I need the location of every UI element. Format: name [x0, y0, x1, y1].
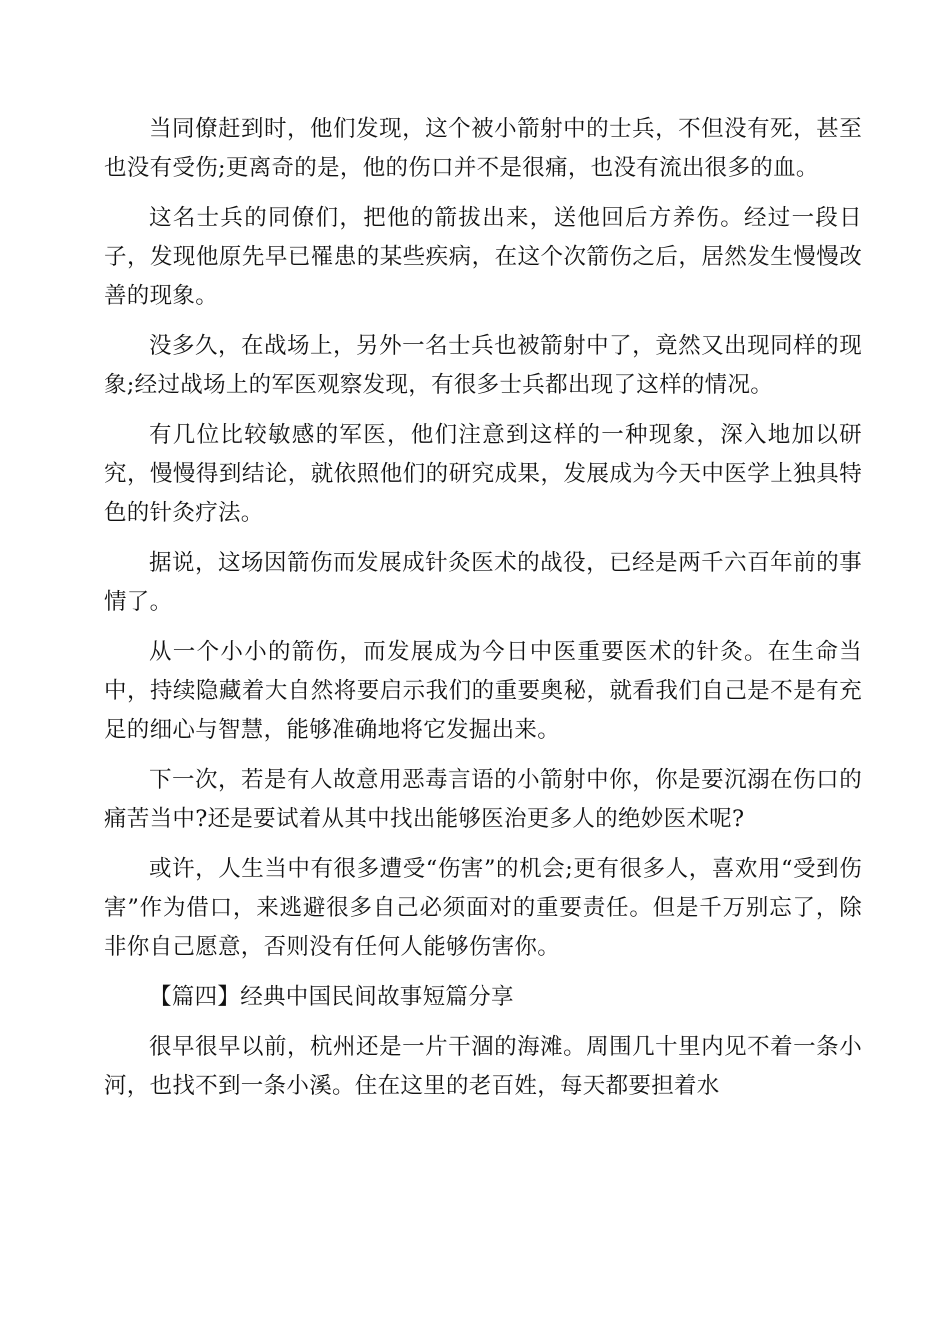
paragraph: 很早很早以前，杭州还是一片干涸的海滩。周围几十里内见不着一条小河，也找不到一条小溪。住在这里的老百姓，每天都要担着水 — [104, 1034, 862, 1099]
section-heading: 【篇四】经典中国民间故事短篇分享 — [149, 984, 514, 1010]
paragraph: 从一个小小的箭伤，而发展成为今日中医重要医术的针灸。在生命当中，持续隐藏着大自然将要启示我们的重要奥秘，就看我们自己是不是有充足的细心与智慧，能够准确地将它发掘出来。 — [104, 639, 862, 743]
paragraph: 当同僚赶到时，他们发现，这个被小箭射中的士兵，不但没有死，甚至也没有受伤;更离奇的是，他的伤口并不是很痛，也没有流出很多的血。 — [104, 116, 862, 181]
paragraph: 这名士兵的同僚们，把他的箭拔出来，送他回后方养伤。经过一段日子，发现他原先早已罹患的某些疾病，在这个次箭伤之后，居然发生慢慢改善的现象。 — [104, 205, 862, 309]
paragraph: 据说，这场因箭伤而发展成针灸医术的战役，已经是两千六百年前的事情了。 — [104, 550, 862, 615]
paragraph: 或许，人生当中有很多遭受“伤害”的机会;更有很多人，喜欢用“受到伤害”作为借口，来逃避很多自己必须面对的重要责任。但是千万别忘了，除非你自己愿意，否则没有任何人能够伤害你。 — [104, 856, 862, 960]
paragraph: 有几位比较敏感的军医，他们注意到这样的一种现象，深入地加以研究，慢慢得到结论，就依照他们的研究成果，发展成为今天中医学上独具特色的针灸疗法。 — [104, 422, 862, 526]
document-body — [104, 110, 862, 1117]
paragraph: 下一次，若是有人故意用恶毒言语的小箭射中你，你是要沉溺在伤口的痛苦当中?还是要试着从其中找出能够医治更多人的绝妙医术呢? — [104, 767, 862, 832]
paragraph: 没多久，在战场上，另外一名士兵也被箭射中了，竟然又出现同样的现象;经过战场上的军医观察发现，有很多士兵都出现了这样的情况。 — [104, 333, 862, 398]
